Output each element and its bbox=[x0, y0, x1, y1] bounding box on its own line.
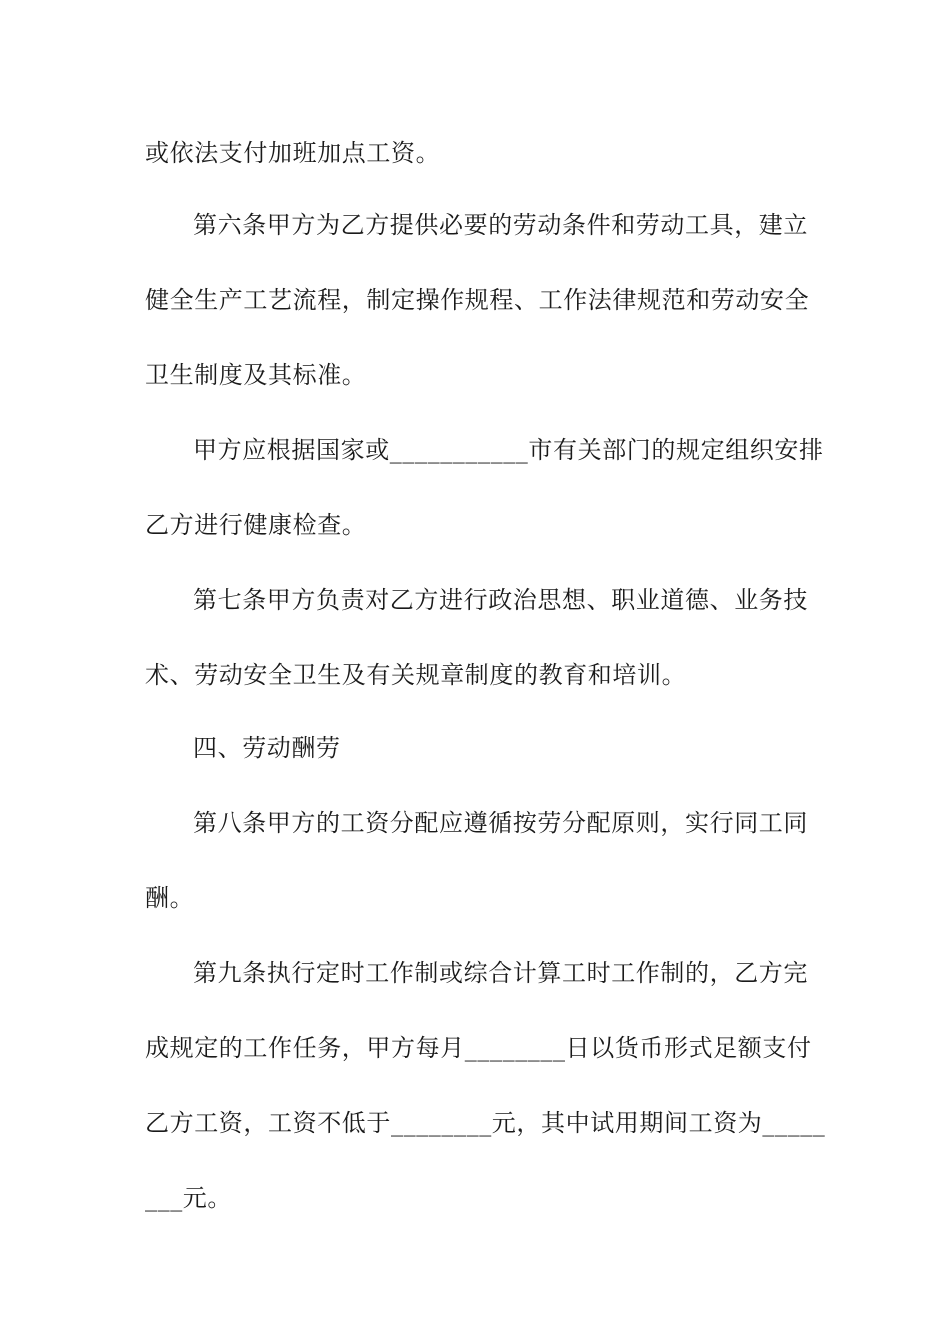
text-line: 酬。 bbox=[145, 884, 195, 912]
text-line: 术、劳动安全卫生及有关规章制度的教育和培训。 bbox=[145, 661, 687, 689]
text-line: 甲方应根据国家或___________市有关部门的规定组织安排 bbox=[193, 436, 824, 464]
text-line: 乙方工资，工资不低于________元，其中试用期间工资为_____ bbox=[145, 1109, 826, 1137]
text-line: 第八条甲方的工资分配应遵循按劳分配原则，实行同工同 bbox=[193, 809, 808, 837]
text-line: 卫生制度及其标准。 bbox=[145, 361, 367, 389]
section-heading: 四、劳动酬劳 bbox=[193, 734, 341, 762]
text-line: ___元。 bbox=[145, 1184, 232, 1212]
text-line: 乙方进行健康检查。 bbox=[145, 511, 367, 539]
text-line: 成规定的工作任务，甲方每月________日以货币形式足额支付 bbox=[145, 1034, 812, 1062]
text-line: 第九条执行定时工作制或综合计算工时工作制的，乙方完 bbox=[193, 959, 808, 987]
text-line: 第七条甲方负责对乙方进行政治思想、职业道德、业务技 bbox=[193, 586, 808, 614]
text-line: 健全生产工艺流程，制定操作规程、工作法律规范和劳动安全 bbox=[145, 286, 810, 314]
text-line: 第六条甲方为乙方提供必要的劳动条件和劳动工具，建立 bbox=[193, 211, 808, 239]
text-line: 或依法支付加班加点工资。 bbox=[145, 139, 441, 167]
